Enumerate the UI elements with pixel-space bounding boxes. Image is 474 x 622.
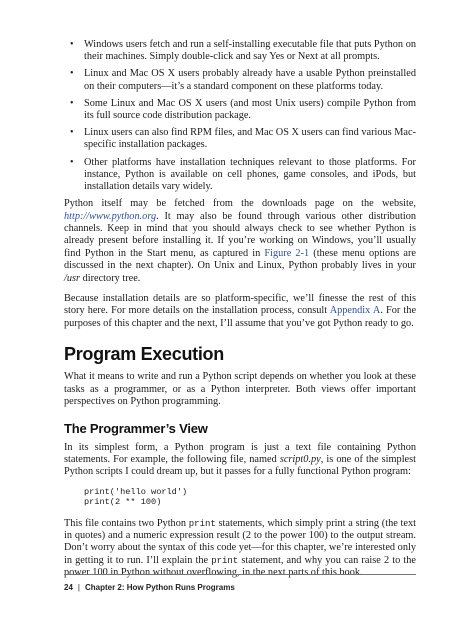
text-run: statement, and why you can raise 2 to the power 100 in Python without overflowing, in the next parts of this book.	[64, 554, 416, 579]
section-title: Program Execution	[64, 344, 224, 365]
text-run: (these menu options are discussed in the next chapter). On Unix and Linux, Python probably lives in your	[64, 247, 416, 272]
list-item	[64, 157, 416, 194]
list-item	[64, 68, 416, 92]
text-run: This file contains two Python	[64, 517, 189, 529]
print-keyword: print	[211, 555, 239, 566]
list-item	[64, 39, 416, 63]
subsection-title: The Programmer’s View	[64, 420, 208, 436]
appendix-a-link[interactable]: Appendix A	[329, 305, 381, 317]
list-item	[64, 98, 416, 122]
list-item-text: Linux users can also find RPM files, and Mac OS X users can find various Mac-specific installation packages.	[84, 127, 416, 151]
text-run: statements, which simply print a string (the text in quotes) and a numeric expression result (2 to the power 100) to the output stream. Don’t worry about the syntax of this code yet—for this chapter, we’re interested only in getting it to run. I’ll explain the	[64, 517, 416, 566]
text-run: Because installation details are so platform-specific, we’ll finesse the rest of this story here. For more details on the installation process, consult	[64, 293, 416, 317]
text-run: . For the purposes of this chapter and the next, I’ll assume that you’ve got Python ready to go.	[64, 305, 417, 329]
bullet-icon: •	[70, 127, 74, 139]
bullet-list	[64, 39, 416, 193]
paragraph-explanation	[64, 518, 416, 580]
bullet-icon: •	[70, 68, 74, 80]
bullet-icon: •	[70, 156, 74, 168]
list-item-text: Linux and Mac OS X users probably already have a usable Python preinstalled on their computers—it’s a standard component on these platforms today.	[84, 68, 416, 92]
text-run: , is one of the simplest Python scripts I could dream up, but it passes for a fully functional Python program:	[64, 453, 416, 478]
bullet-icon: •	[70, 97, 74, 109]
code-line: print(2 ** 100)	[84, 497, 162, 508]
footer-separator: |	[77, 583, 80, 592]
list-item-text: Some Linux and Mac OS X users (and most Unix users) compile Python from its full source code distribution package.	[84, 97, 416, 122]
list-item-text: Other platforms have installation techniques relevant to those platforms. For instance, Python is available on cell phones, game consoles, and iPods, but installation details vary widely.	[84, 156, 416, 193]
code-block	[84, 487, 416, 508]
print-keyword: print	[188, 518, 216, 529]
paragraph-download	[64, 198, 416, 285]
usr-path: /usr	[64, 272, 81, 284]
list-item	[64, 127, 416, 151]
figure-2-1-link[interactable]: Figure 2-1	[264, 247, 310, 259]
text-run: . It may also be found through various other distribution channels. Keep in mind that you should always check to see whether Python is already present before installing it. If you’re working on Windows, you’ll usually find Python in the Start menu, as captured in	[64, 210, 416, 259]
code-line: print('hello world')	[84, 486, 188, 497]
bullet-icon: •	[70, 39, 74, 50]
text-run: directory tree.	[80, 272, 141, 284]
python-url-link[interactable]: http://www.python.org	[64, 210, 157, 222]
paragraph-intro: What it means to write and run a Python script depends on whether you look at these tasks as a programmer, or as a Python interpreter. Both views offer important perspectives on Python programming.	[64, 371, 416, 408]
text-run: Python itself may be fetched from the downloads page on the website,	[64, 198, 416, 210]
paragraph-programmers-view	[64, 442, 416, 479]
footer-divider	[64, 574, 416, 575]
text-run: In its simplest form, a Python program is just a text file containing Python statements. For example, the following file, named	[64, 441, 416, 465]
page-footer	[64, 583, 235, 592]
filename: script0.py	[279, 453, 321, 465]
page-content	[64, 39, 416, 588]
page-number: 24	[64, 583, 73, 592]
paragraph-installation	[64, 293, 416, 330]
chapter-title: Chapter 2: How Python Runs Programs	[84, 583, 235, 592]
list-item-text: Windows users fetch and run a self-installing executable file that puts Python on their machines. Simply double-click and say Yes or Next at all prompts.	[84, 39, 416, 63]
